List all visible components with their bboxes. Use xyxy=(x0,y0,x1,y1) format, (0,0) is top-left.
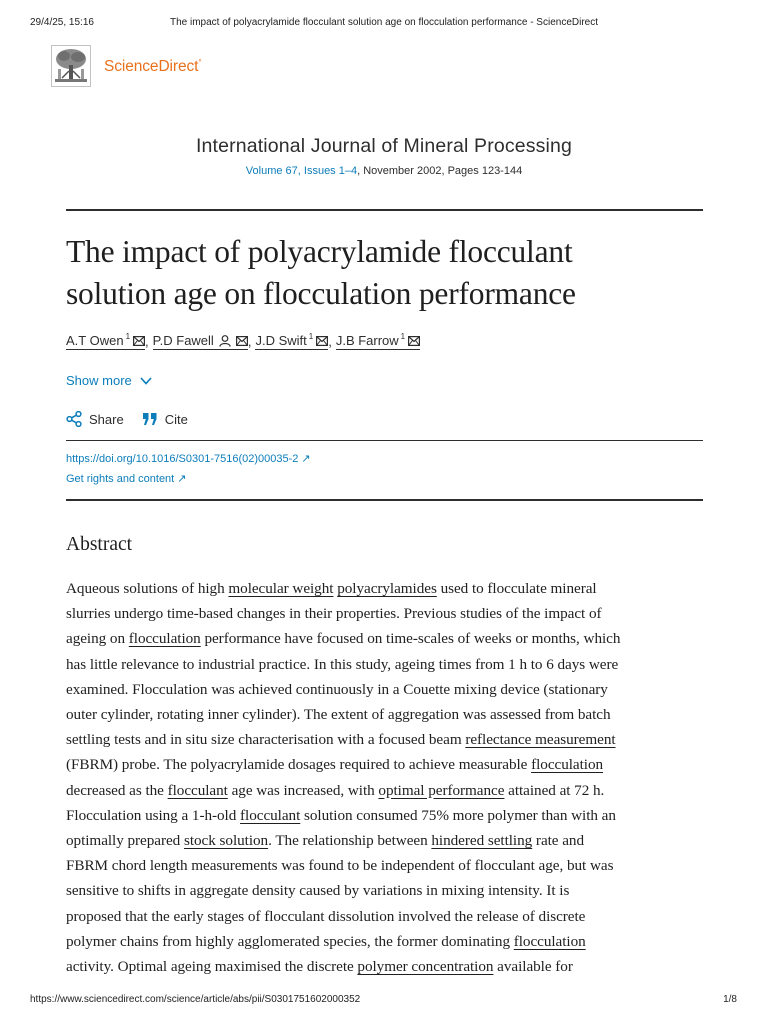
topic-link[interactable]: flocculant xyxy=(240,806,301,824)
sciencedirect-wordmark: ScienceDirect° xyxy=(104,58,202,76)
abstract-line xyxy=(66,626,716,651)
abstract-text: decreased as the xyxy=(66,781,168,799)
topic-link[interactable]: stock solution xyxy=(183,832,269,850)
title-top-rule xyxy=(66,209,703,211)
volume-details: , November 2002, Pages 123-144 xyxy=(357,165,523,177)
rights-link[interactable]: Get rights and content ↗ xyxy=(66,473,187,485)
abstract-text: Flocculation using a 1-h-old xyxy=(66,806,241,824)
abstract-text: ageing on xyxy=(66,630,129,648)
abstract-line xyxy=(66,601,716,626)
author-list xyxy=(66,333,420,350)
abstract-line xyxy=(66,878,716,903)
abstract-line xyxy=(66,853,716,878)
abstract-line xyxy=(66,929,716,954)
abstract-line xyxy=(66,576,716,601)
abstract-text: solution consumed 75% more polymer than with an xyxy=(300,806,616,824)
envelope-icon xyxy=(236,336,248,346)
print-header xyxy=(0,17,768,31)
abstract-text: used to flocculate mineral xyxy=(436,580,597,597)
abstract-line xyxy=(66,954,716,979)
topic-link[interactable]: polyacrylamides xyxy=(337,580,437,597)
volume-info xyxy=(0,165,768,177)
abstract-text: sensitive to shifts in aggregate density caused by variations in mixing intensity. It is xyxy=(66,882,570,900)
abstract-line xyxy=(66,727,716,752)
author-separator: , xyxy=(247,334,252,349)
abstract-line xyxy=(66,904,716,929)
article-title xyxy=(66,231,706,315)
elsevier-tree-icon xyxy=(51,45,91,87)
abstract-text: rate and xyxy=(532,832,585,850)
topic-link[interactable]: flocculation xyxy=(513,932,586,950)
author-owen[interactable]: A.T Owen $^1$ xyxy=(66,333,145,350)
abstract-text: examined. Flocculation was achieved continuously in a Couette mixing device (stationary xyxy=(66,680,608,698)
print-page-title: The impact of polyacrylamide flocculant solution age on flocculation performance - ScienceDirect xyxy=(170,17,598,28)
abstract-text: performance have focused on time-scales of weeks or months, which xyxy=(200,630,621,648)
abstract-text: has little relevance to industrial practice. In this study, ageing times from 1 h to 6 days were xyxy=(66,655,619,673)
abstract-text: age was increased, with xyxy=(227,781,379,799)
abstract-text: slurries undergo time-based changes in their properties. Previous studies of the impact of xyxy=(66,605,602,623)
abstract-text: outer cylinder, rotating inner cylinder). The extent of aggregation was assessed from batch xyxy=(66,706,611,724)
topic-link[interactable]: hindered settling xyxy=(431,832,533,850)
author-farrow[interactable]: J.B Farrow $^1$ xyxy=(336,333,420,350)
topic-link[interactable]: polymer concentration xyxy=(357,958,494,976)
abstract-line xyxy=(66,752,716,777)
external-link-icon: ↗ xyxy=(177,473,187,485)
print-datetime: 29/4/25, 15:16 xyxy=(30,17,94,28)
abstract-body xyxy=(66,576,716,979)
print-url: https://www.sciencedirect.com/science/article/abs/pii/S0301751602000352 xyxy=(30,994,361,1005)
abstract-text: optimally prepared xyxy=(66,832,184,850)
chevron-down-icon xyxy=(140,377,152,385)
abstract-line xyxy=(66,803,716,828)
abstract-text: settling tests and in situ size characterisation with a focused beam xyxy=(66,731,466,749)
share-label: Share xyxy=(89,411,124,427)
abstract-line xyxy=(66,702,716,727)
cite-label: Cite xyxy=(164,411,188,427)
print-page-number: 1/8 xyxy=(723,994,737,1005)
actions-divider xyxy=(66,440,703,441)
topic-link[interactable]: optimal performance xyxy=(378,781,505,799)
abstract-text: activity. Optimal ageing maximised the discrete xyxy=(66,958,358,976)
abstract-text: attained at 72 h. xyxy=(504,781,605,799)
topic-link[interactable]: molecular weight xyxy=(228,580,334,597)
abstract-text: Aqueous solutions of high xyxy=(66,580,229,597)
article-title-line-1: The impact of polyacrylamide flocculant xyxy=(66,234,573,269)
abstract-heading: Abstract xyxy=(66,534,133,555)
envelope-icon xyxy=(408,336,420,346)
abstract-text: available for xyxy=(493,958,573,976)
envelope-icon xyxy=(133,336,145,346)
envelope-icon xyxy=(316,336,328,346)
corresponding-author-icon xyxy=(219,335,231,347)
abstract-text: (FBRM) probe. The polyacrylamide dosages required to achieve measurable xyxy=(66,756,532,774)
topic-link[interactable]: flocculation xyxy=(128,630,201,648)
external-link-icon: ↗ xyxy=(301,453,311,465)
abstract-text: polymer chains from highly agglomerated species, the former dominating xyxy=(66,932,514,950)
author-swift[interactable]: J.D Swift $^1$ xyxy=(255,333,328,350)
quote-icon xyxy=(142,412,158,426)
doi-link[interactable]: https://doi.org/10.1016/S0301-7516(02)00035-2 ↗ xyxy=(66,453,311,465)
share-icon xyxy=(66,411,82,427)
abstract-line xyxy=(66,652,716,677)
share-button[interactable] xyxy=(66,411,124,427)
cite-button[interactable] xyxy=(142,411,188,427)
topic-link[interactable]: flocculant xyxy=(167,781,228,799)
topic-link[interactable]: reflectance measurement xyxy=(465,731,616,749)
show-more-button[interactable] xyxy=(66,373,152,388)
abstract-text: . The relationship between xyxy=(268,832,432,850)
topic-link[interactable]: flocculation xyxy=(531,756,604,774)
abstract-text: proposed that the early stages of flocculant dissolution involved the release of discrete xyxy=(66,907,586,925)
volume-link[interactable]: Volume 67, Issues 1–4 xyxy=(245,165,358,177)
abstract-line xyxy=(66,677,716,702)
author-fawell[interactable]: P.D Fawell xyxy=(153,333,248,350)
journal-name[interactable]: International Journal of Mineral Processing xyxy=(195,135,573,157)
abstract-top-rule xyxy=(66,499,703,501)
author-separator: , xyxy=(145,334,149,349)
abstract-line xyxy=(66,778,716,803)
article-actions xyxy=(66,411,206,427)
sciencedirect-logo[interactable] xyxy=(51,45,201,87)
author-separator: , xyxy=(328,334,332,349)
abstract-text: FBRM chord length measurements was found to be independent of flocculant age, but was xyxy=(66,857,614,875)
article-title-line-2: solution age on flocculation performance xyxy=(66,276,576,311)
abstract-line xyxy=(66,828,716,853)
show-more-label: Show more xyxy=(66,373,132,388)
